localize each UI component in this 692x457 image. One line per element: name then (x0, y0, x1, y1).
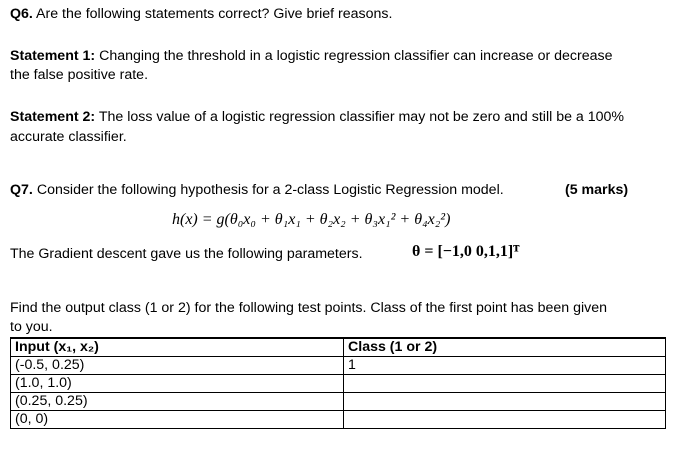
table-header-row (11, 338, 666, 357)
gradient-text: The Gradient descent gave us the following parameters. (10, 246, 363, 262)
q7-label: Q7. (10, 182, 33, 198)
statement2-text-line1: The loss value of a logistic regression classifier may not be zero and still be a 100% (95, 109, 625, 125)
statement1-line1 (10, 47, 613, 65)
theta-parameters: θ = [−1,0 0,1,1]ᵀ (412, 243, 520, 260)
statement2-label: Statement 2: (10, 109, 96, 125)
header-class: Class (1 or 2) (344, 338, 666, 357)
cell-class[interactable] (344, 393, 666, 411)
instruction-line2: to you. (10, 319, 53, 335)
cell-class[interactable] (344, 375, 666, 393)
table-row (11, 411, 666, 429)
statement1-text-line2: the false positive rate. (10, 67, 149, 83)
cell-class[interactable] (344, 411, 666, 429)
statement1-label: Statement 1: (10, 48, 96, 64)
table-row (11, 393, 666, 411)
statement2-text-line2: accurate classifier. (10, 129, 127, 145)
header-input: Input (x₁, x₂) (11, 338, 344, 357)
q7-text: Consider the following hypothesis for a 2-class Logistic Regression model. (32, 182, 504, 198)
q6-label: Q6. (10, 6, 33, 22)
q7-heading (10, 181, 504, 199)
cell-input: (0.25, 0.25) (11, 393, 344, 411)
hypothesis-formula: h(x) = g(θ₀x₀ + θ₁x₁ + θ₂x₂ + θ₃x₁² + θ₄x₂²) (172, 211, 451, 228)
table-row (11, 375, 666, 393)
test-points-table (10, 337, 666, 429)
cell-class[interactable]: 1 (344, 357, 666, 375)
instruction-line1: Find the output class (1 or 2) for the following test points. Class of the first point has been given (10, 300, 607, 316)
table-row (11, 357, 666, 375)
q6-heading (10, 5, 392, 23)
q6-text: Are the following statements correct? Give brief reasons. (32, 6, 393, 22)
cell-input: (-0.5, 0.25) (11, 357, 344, 375)
statement2-line1 (10, 108, 624, 126)
cell-input: (0, 0) (11, 411, 344, 429)
cell-input: (1.0, 1.0) (11, 375, 344, 393)
q7-marks: (5 marks) (565, 182, 629, 198)
statement1-text-line1: Changing the threshold in a logistic regression classifier can increase or decrease (95, 48, 613, 64)
